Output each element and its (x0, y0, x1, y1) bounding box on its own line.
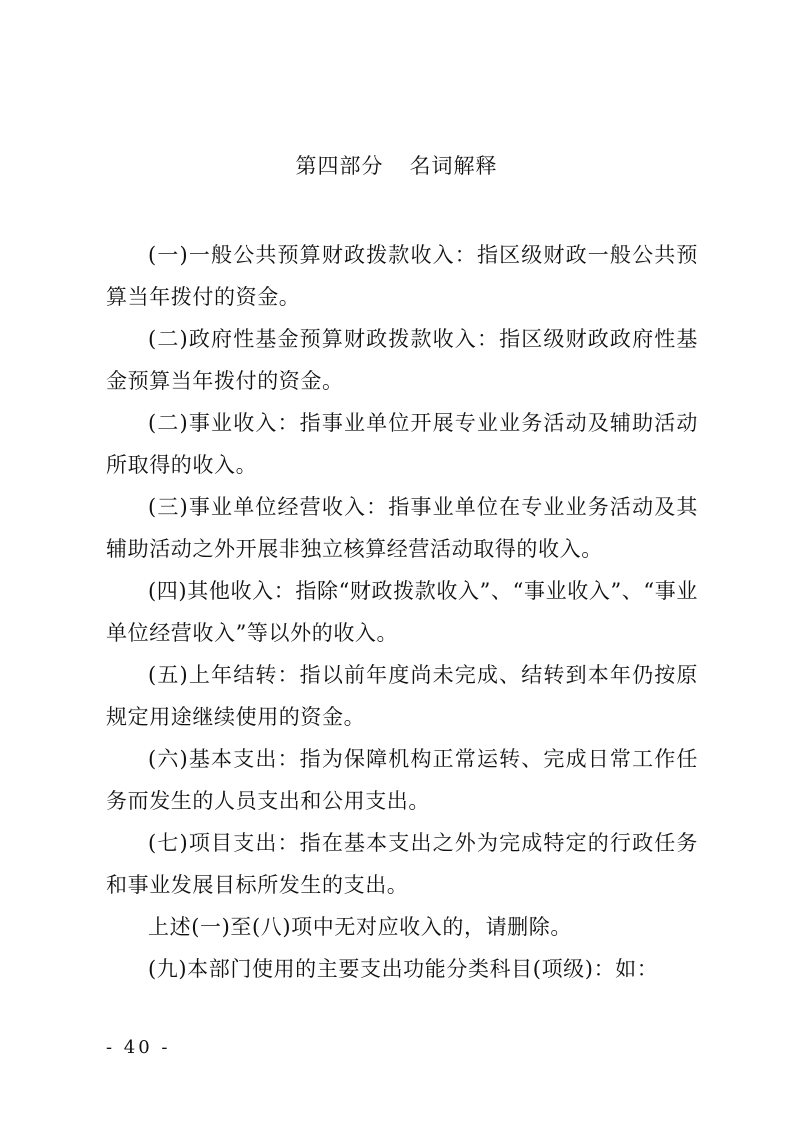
paragraph-deletion-note: 上述(一)至(八)项中无对应收入的，请删除。 (148, 915, 572, 939)
paragraph-other-income: (四)其他收入：指除“财政拨款收入”、“事业收入”、“事业单位经营收入”等以外的收入。 (106, 579, 698, 645)
paragraph-project-expenditure: (七)项目支出：指在基本支出之外为完成特定的行政任务和事业发展目标所发生的支出。 (106, 831, 698, 897)
paragraph-business-income: (二)事业收入：指事业单位开展专业业务活动及辅助活动所取得的收入。 (106, 411, 698, 477)
page-title (0, 150, 793, 182)
paragraph-general-budget-income: (一)一般公共预算财政拨款收入：指区级财政一般公共预算当年拨付的资金。 (106, 243, 698, 309)
page-number: - 40 - (106, 1037, 171, 1058)
paragraph-operating-income: (三)事业单位经营收入：指事业单位在专业业务活动及其辅助活动之外开展非独立核算经营活动取得的收入。 (106, 495, 698, 561)
definitions-body (106, 234, 698, 990)
title-part: 第四部分 (295, 154, 384, 178)
paragraph-function-classification: (九)本部门使用的主要支出功能分类科目(项级)：如： (148, 957, 659, 981)
paragraph-carryover: (五)上年结转：指以前年度尚未完成、结转到本年仍按原规定用途继续使用的资金。 (106, 663, 698, 729)
paragraph-basic-expenditure: (六)基本支出：指为保障机构正常运转、完成日常工作任务而发生的人员支出和公用支出。 (106, 747, 698, 813)
title-name: 名词解释 (409, 154, 498, 178)
paragraph-fund-budget-income: (二)政府性基金预算财政拨款收入：指区级财政政府性基金预算当年拨付的资金。 (106, 327, 698, 393)
